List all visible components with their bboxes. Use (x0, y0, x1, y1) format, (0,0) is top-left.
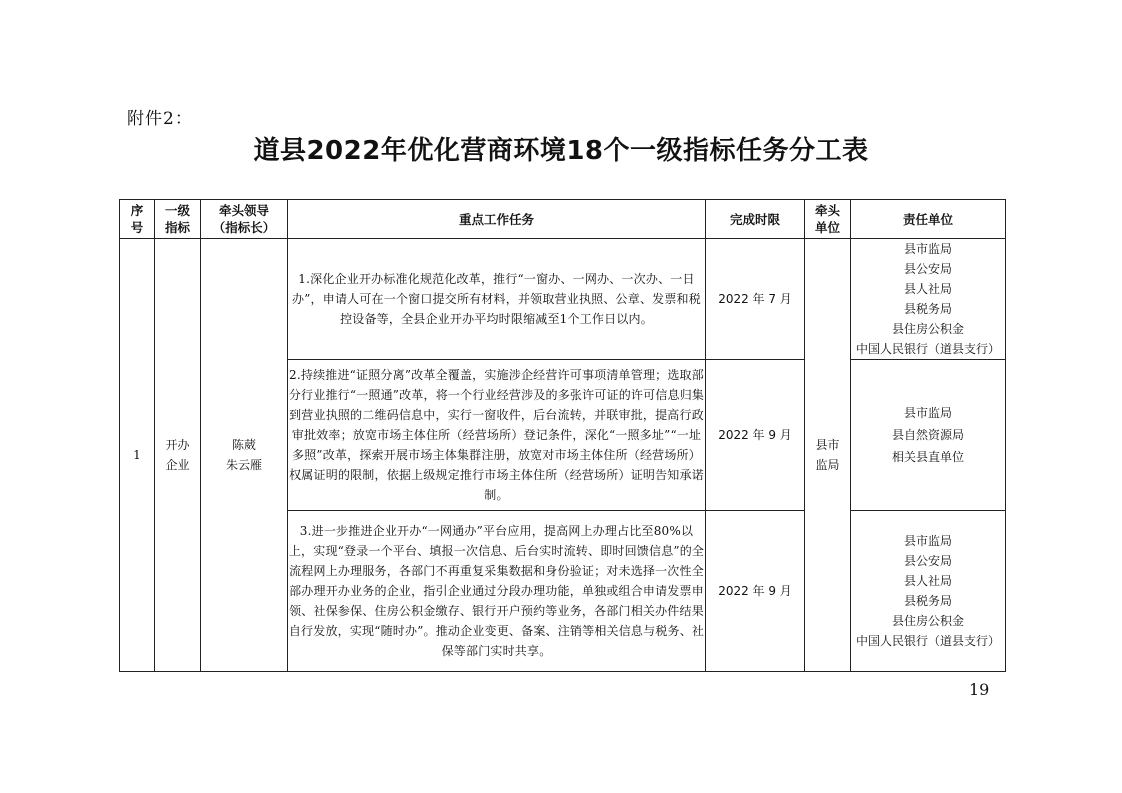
page-number: 19 (969, 680, 990, 699)
header-indicator: 一级 指标 (155, 200, 201, 239)
deadline-cell: 2022 年 9 月 (706, 511, 805, 672)
header-leader: 牵头领导 （指标长） (201, 200, 288, 239)
header-row (120, 200, 1006, 239)
header-lead-unit: 牵头 单位 (805, 200, 851, 239)
leader-cell: 陈葳 朱云雁 (201, 239, 288, 672)
seq-cell: 1 (120, 239, 155, 672)
header-seq: 序 号 (120, 200, 155, 239)
header-deadline: 完成时限 (706, 200, 805, 239)
indicator-cell: 开办 企业 (155, 239, 201, 672)
header-task: 重点工作任务 (288, 200, 706, 239)
responsible-cell: 县市监局 县公安局 县人社局 县税务局 县住房公积金 中国人民银行（道县支行） (851, 239, 1006, 360)
deadline-cell: 2022 年 7 月 (706, 239, 805, 360)
header-responsible: 责任单位 (851, 200, 1006, 239)
deadline-cell: 2022 年 9 月 (706, 360, 805, 511)
attachment-label: 附件2： (127, 109, 193, 129)
task-cell: 2.持续推进“证照分离”改革全覆盖，实施涉企经营许可事项清单管理；选取部分行业推行“一照通”改革，将一个行业经营涉及的多张许可证的许可信息归集到营业执照的二维码信息中，实行一窗收件，后台流转，并联审批，提高行政审批效率；放宽市场主体住所（经营场所）登记条件，深化“一照多址”“一址多照”改革，探索开展市场主体集群注册，放宽对市场主体住所（经营场所）权属证明的限制，依据上级规定推行市场主体住所（经营场所）证明告知承诺制。 (288, 360, 706, 511)
lead-unit-cell: 县市 监局 (805, 239, 851, 672)
task-cell: 3.进一步推进企业开办“一网通办”平台应用，提高网上办理占比至80%以上，实现“登录一个平台、填报一次信息、后台实时流转、即时回馈信息”的全流程网上办理服务，各部门不再重复采集数据和身份验证；对未选择一次性全部办理开办业务的企业，指引企业通过分段办理功能，单独或组合申请发票申领、社保参保、住房公积金缴存、银行开户预约等业务，各部门相关办件结果自行发放，实现“随时办”。推动企业变更、备案、注销等相关信息与税务、社保等部门实时共享。 (288, 511, 706, 672)
task-cell: 1.深化企业开办标准化规范化改革，推行“一窗办、一网办、一次办、一日办”，申请人可在一个窗口提交所有材料，并领取营业执照、公章、发票和税控设备等，全县企业开办平均时限缩减至1个工作日以内。 (288, 239, 706, 360)
responsible-cell: 县市监局 县公安局 县人社局 县税务局 县住房公积金 中国人民银行（道县支行） (851, 511, 1006, 672)
task-table (119, 199, 1006, 672)
responsible-cell: 县市监局 县自然资源局 相关县直单位 (851, 360, 1006, 511)
document-title: 道县2022年优化营商环境18个一级指标任务分工表 (253, 136, 869, 166)
table-row (120, 239, 1006, 360)
